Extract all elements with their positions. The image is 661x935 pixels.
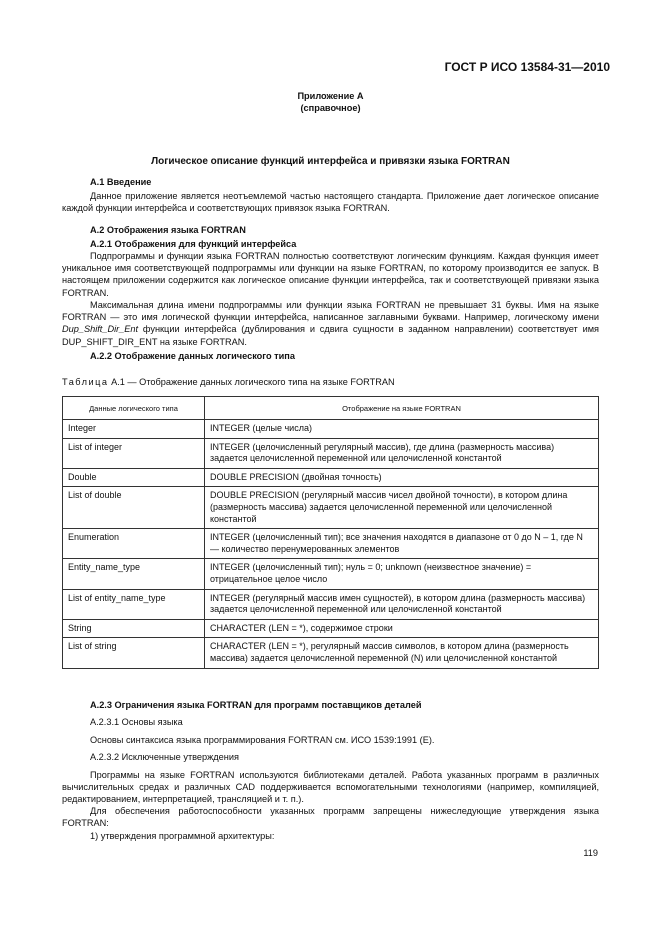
- cell-fortran-mapping: CHARACTER (LEN = *), регулярный массив символов, в котором длина (размерность массива) задается целочисленной переменной (N) или целочисленной константой: [205, 638, 599, 668]
- cell-logical-type: Double: [63, 468, 205, 487]
- cell-logical-type: List of string: [63, 638, 205, 668]
- standard-code-header: ГОСТ Р ИСО 13584-31—2010: [444, 60, 610, 74]
- data-type-table: [62, 396, 599, 669]
- cell-fortran-mapping: INTEGER (целочисленный тип); все значения находятся в диапазоне от 0 до N – 1, где N — количество перенумерованных элементов: [205, 529, 599, 559]
- table-caption-prefix: Таблица: [62, 377, 109, 387]
- table-row: [63, 619, 599, 638]
- paragraph-a232-2: Для обеспечения работоспособности указанных программ запрещены нижеследующие утверждения языка FORTRAN:: [62, 806, 599, 829]
- heading-a22: А.2.2 Отображение данных логического типа: [90, 351, 295, 361]
- table-row: [63, 438, 599, 468]
- paragraph-a232-1: Программы на языке FORTRAN используются библиотеками деталей. Работа указанных программ в различных вычислительных средах и различных CAD поддерживается вспомогательными технологиями (например, компиляцией, редактированием, интерпретацией, трансляцией и т. п.).: [62, 770, 599, 805]
- table-caption: [62, 377, 395, 387]
- table-row: [63, 589, 599, 619]
- cell-fortran-mapping: INTEGER (регулярный массив имен сущностей), в котором длина (размерность массива) задается целочисленной переменной или целочисленной константой: [205, 589, 599, 619]
- cell-logical-type: List of integer: [63, 438, 205, 468]
- paragraph-a21-2-part2: функции интерфейса (дублирования и сдвига сущности в заданном направлении) соответствует имя DUP_SHIFT_DIR_ENT на языке FORTRAN.: [62, 324, 599, 347]
- cell-fortran-mapping: INTEGER (целочисленный регулярный массив), где длина (размерность массива) задается целочисленной переменной или целочисленной константой: [205, 438, 599, 468]
- cell-fortran-mapping: CHARACTER (LEN = *), содержимое строки: [205, 619, 599, 638]
- cell-fortran-mapping: DOUBLE PRECISION (двойная точность): [205, 468, 599, 487]
- cell-logical-type: List of double: [63, 487, 205, 529]
- paragraph-a21-2: [62, 299, 599, 348]
- cell-logical-type: Enumeration: [63, 529, 205, 559]
- table-row: [63, 487, 599, 529]
- heading-a23: А.2.3 Ограничения языка FORTRAN для программ поставщиков деталей: [90, 700, 422, 710]
- cell-logical-type: Entity_name_type: [63, 559, 205, 589]
- table-header-row: [63, 397, 599, 420]
- page-number: 119: [583, 848, 598, 858]
- cell-logical-type: Integer: [63, 420, 205, 439]
- paragraph-a231: Основы синтаксиса языка программирования FORTRAN см. ИСО 1539:1991 (Е).: [90, 735, 435, 745]
- table-row: [63, 420, 599, 439]
- table-row: [63, 529, 599, 559]
- cell-logical-type: List of entity_name_type: [63, 589, 205, 619]
- table-row: [63, 559, 599, 589]
- heading-a231: А.2.3.1 Основы языка: [90, 717, 183, 727]
- appendix-subtitle: (справочное): [300, 103, 361, 113]
- table-row: [63, 638, 599, 668]
- list-item-1: 1) утверждения программной архитектуры:: [90, 831, 275, 841]
- cell-fortran-mapping: INTEGER (целочисленный тип); нуль = 0; unknown (неизвестное значение) = отрицательное целое число: [205, 559, 599, 589]
- column-header-fortran-mapping: Отображение на языке FORTRAN: [205, 397, 599, 420]
- cell-fortran-mapping: INTEGER (целые числа): [205, 420, 599, 439]
- paragraph-a1: Данное приложение является неотъемлемой частью настоящего стандарта. Приложение дает логическое описание каждой функции интерфейса и соответствующих привязок языка FORTRAN.: [62, 191, 599, 214]
- paragraph-a21-2-part1: Максимальная длина имени подпрограммы или функции языка FORTRAN не превышает 31 буквы. Имя на языке FORTRAN — это имя логической функции интерфейса, написанное заглавными буквами. Например, логическому имени: [62, 300, 599, 323]
- appendix-title: Приложение А: [297, 91, 364, 101]
- section-title: Логическое описание функций интерфейса и привязки языка FORTRAN: [151, 156, 510, 167]
- column-header-logical-type: Данные логического типа: [63, 397, 205, 420]
- heading-a1: А.1 Введение: [90, 177, 152, 187]
- table-row: [63, 468, 599, 487]
- cell-fortran-mapping: DOUBLE PRECISION (регулярный массив чисел двойной точности), в котором длина (размерность массива) задается целочисленной переменной или целочисленной константой: [205, 487, 599, 529]
- function-name-italic: Dup_Shift_Dir_Ent: [62, 324, 139, 335]
- heading-a21: А.2.1 Отображения для функций интерфейса: [90, 239, 297, 249]
- heading-a2: А.2 Отображения языка FORTRAN: [90, 225, 246, 235]
- heading-a232: А.2.3.2 Исключенные утверждения: [90, 752, 239, 762]
- cell-logical-type: String: [63, 619, 205, 638]
- table-caption-text: А.1 — Отображение данных логического типа на языке FORTRAN: [108, 377, 395, 387]
- paragraph-a21-1: Подпрограммы и функции языка FORTRAN полностью соответствуют логическим функциям. Каждая функция имеет уникальное имя соответствующей подпрограммы или функции на языке FORTRAN, по которому производится ее запуск. В настоящем приложении содержится как логическое описание функции интерфейса, так и соответствующей привязки языка FORTRAN.: [62, 251, 599, 298]
